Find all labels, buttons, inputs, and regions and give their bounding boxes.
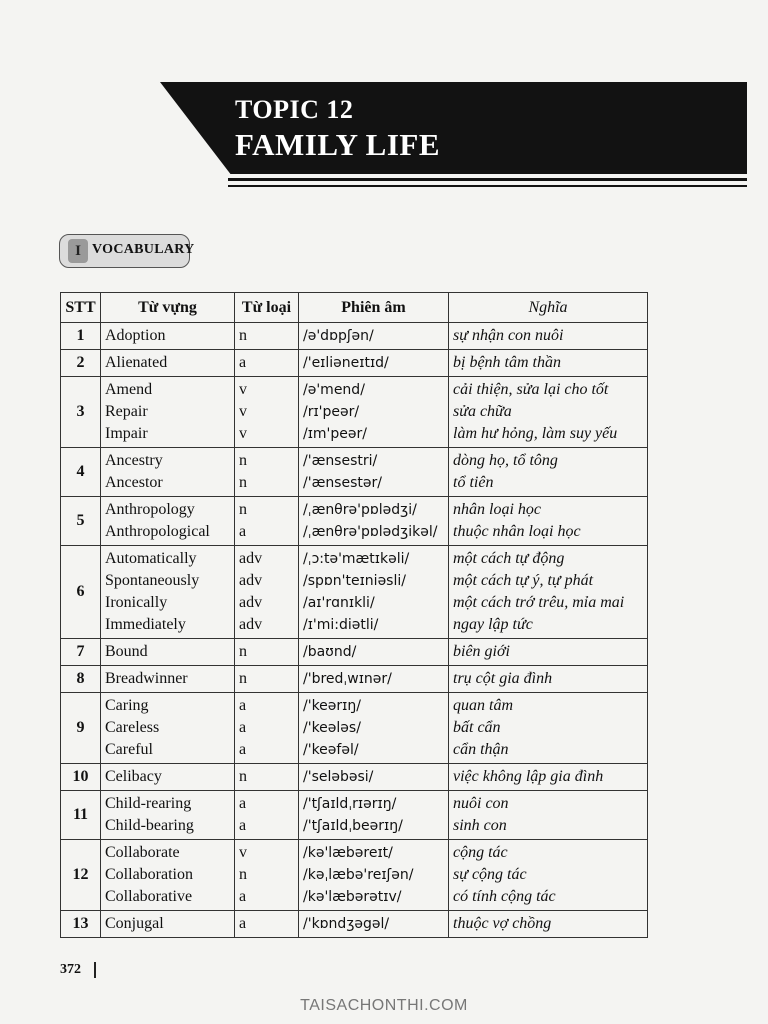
phonetic: /'seləbəsi/ bbox=[303, 769, 374, 785]
word-type-cell bbox=[235, 911, 299, 938]
section-number: I bbox=[68, 239, 88, 263]
phonetic: /baʊnd/ bbox=[303, 644, 357, 660]
word-type: n bbox=[239, 643, 247, 660]
phonetic: /'keərɪŋ/ bbox=[303, 698, 361, 714]
vocab-word-cell bbox=[101, 911, 235, 938]
row-number: 12 bbox=[61, 840, 101, 911]
table-row bbox=[61, 497, 648, 546]
vocab-word: Child-rearing bbox=[105, 795, 192, 812]
word-type-cell bbox=[235, 377, 299, 448]
word-type: adv bbox=[239, 616, 263, 633]
vocab-word-cell bbox=[101, 448, 235, 497]
phonetic: /aɪ'rɑnɪkli/ bbox=[303, 595, 375, 611]
phonetic: /kə'læbərətɪv/ bbox=[303, 889, 402, 905]
phonetic: /ˌænθrə'pɒlədʒi/ bbox=[303, 502, 417, 518]
table-row bbox=[61, 791, 648, 840]
vocab-word: Spontaneously bbox=[105, 572, 200, 589]
vocab-word-cell bbox=[101, 639, 235, 666]
vocab-word: Ancestor bbox=[105, 474, 163, 491]
meaning-cell bbox=[449, 497, 648, 546]
phonetic: /'tʃaɪldˌrɪərɪŋ/ bbox=[303, 796, 397, 812]
word-type: a bbox=[239, 888, 247, 905]
phonetic-cell bbox=[299, 546, 449, 639]
meaning-cell bbox=[449, 546, 648, 639]
table-row bbox=[61, 350, 648, 377]
vocab-word: Automatically bbox=[105, 550, 197, 567]
vocab-word: Caring bbox=[105, 697, 149, 714]
meaning-cell bbox=[449, 377, 648, 448]
vocab-word: Collaborate bbox=[105, 844, 180, 861]
vocab-word: Alienated bbox=[105, 354, 168, 371]
header-type: Từ loại bbox=[235, 293, 299, 323]
table-row bbox=[61, 911, 648, 938]
vocab-word: Careful bbox=[105, 741, 153, 758]
vocab-word: Adoption bbox=[105, 327, 166, 344]
word-type-cell bbox=[235, 666, 299, 693]
phonetic: /kəˌlæbə'reɪʃən/ bbox=[303, 867, 414, 883]
phonetic-cell bbox=[299, 693, 449, 764]
header-ipa: Phiên âm bbox=[299, 293, 449, 323]
row-number: 9 bbox=[61, 693, 101, 764]
vocab-word: Anthropological bbox=[105, 523, 210, 540]
meaning: có tính cộng tác bbox=[453, 888, 556, 905]
word-type: v bbox=[239, 425, 247, 442]
vocab-word-cell bbox=[101, 764, 235, 791]
header-stt: STT bbox=[61, 293, 101, 323]
word-type: v bbox=[239, 381, 247, 398]
vocab-word-cell bbox=[101, 546, 235, 639]
row-number: 6 bbox=[61, 546, 101, 639]
row-number: 10 bbox=[61, 764, 101, 791]
vocab-word: Amend bbox=[105, 381, 153, 398]
meaning: dòng họ, tổ tông bbox=[453, 452, 558, 469]
word-type-cell bbox=[235, 639, 299, 666]
phonetic: /ə'dɒpʃən/ bbox=[303, 328, 374, 344]
meaning-cell bbox=[449, 840, 648, 911]
table-row bbox=[61, 764, 648, 791]
phonetic-cell bbox=[299, 448, 449, 497]
phonetic: /'eɪliəneɪtɪd/ bbox=[303, 355, 389, 371]
phonetic-cell bbox=[299, 764, 449, 791]
phonetic: /'tʃaɪldˌbeərɪŋ/ bbox=[303, 818, 403, 834]
vocab-word: Immediately bbox=[105, 616, 186, 633]
phonetic: /'ænsestər/ bbox=[303, 475, 382, 491]
vocab-word: Impair bbox=[105, 425, 148, 442]
meaning-cell bbox=[449, 666, 648, 693]
header-meaning: Nghĩa bbox=[449, 293, 648, 323]
meaning: bị bệnh tâm thần bbox=[453, 354, 561, 371]
meaning-cell bbox=[449, 911, 648, 938]
phonetic-cell bbox=[299, 840, 449, 911]
vocab-word: Ancestry bbox=[105, 452, 163, 469]
meaning: sinh con bbox=[453, 817, 507, 834]
word-type: adv bbox=[239, 594, 263, 611]
word-type: a bbox=[239, 817, 247, 834]
meaning: thuộc nhân loại học bbox=[453, 523, 581, 540]
word-type: n bbox=[239, 768, 247, 785]
word-type: n bbox=[239, 866, 247, 883]
topic-title: FAMILY LIFE bbox=[235, 127, 441, 162]
phonetic: /ɪm'peər/ bbox=[303, 426, 367, 442]
phonetic: /kə'læbəreɪt/ bbox=[303, 845, 393, 861]
word-type: n bbox=[239, 452, 247, 469]
page-number-divider bbox=[94, 962, 96, 978]
phonetic-cell bbox=[299, 666, 449, 693]
phonetic: /'kɒndʒəgəl/ bbox=[303, 916, 390, 932]
vocabulary-table bbox=[60, 292, 648, 938]
meaning: cải thiện, sửa lại cho tốt bbox=[453, 381, 609, 398]
section-label: VOCABULARY bbox=[92, 242, 195, 257]
table-row bbox=[61, 639, 648, 666]
row-number: 8 bbox=[61, 666, 101, 693]
vocab-word-cell bbox=[101, 840, 235, 911]
meaning-cell bbox=[449, 350, 648, 377]
table-row bbox=[61, 666, 648, 693]
phonetic: /'ænsestri/ bbox=[303, 453, 378, 469]
meaning: nhân loại học bbox=[453, 501, 541, 518]
vocab-word-cell bbox=[101, 666, 235, 693]
meaning: làm hư hỏng, làm suy yếu bbox=[453, 425, 618, 442]
phonetic-cell bbox=[299, 791, 449, 840]
phonetic: /ˌɔ:tə'mætɪkəli/ bbox=[303, 551, 410, 567]
meaning-cell bbox=[449, 693, 648, 764]
vocab-word-cell bbox=[101, 350, 235, 377]
meaning: bất cẩn bbox=[453, 719, 501, 736]
word-type: a bbox=[239, 795, 247, 812]
vocab-word: Celibacy bbox=[105, 768, 162, 785]
vocab-word-cell bbox=[101, 323, 235, 350]
vocab-word: Careless bbox=[105, 719, 160, 736]
vocab-word-cell bbox=[101, 377, 235, 448]
word-type: n bbox=[239, 670, 247, 687]
word-type-cell bbox=[235, 497, 299, 546]
vocab-word: Repair bbox=[105, 403, 148, 420]
table-row bbox=[61, 693, 648, 764]
meaning: một cách tự ý, tự phát bbox=[453, 572, 594, 589]
vocab-word: Breadwinner bbox=[105, 670, 188, 687]
table-row bbox=[61, 840, 648, 911]
table-row bbox=[61, 448, 648, 497]
word-type-cell bbox=[235, 546, 299, 639]
word-type: n bbox=[239, 474, 247, 491]
vocab-word-cell bbox=[101, 791, 235, 840]
table-row bbox=[61, 323, 648, 350]
row-number: 7 bbox=[61, 639, 101, 666]
row-number: 4 bbox=[61, 448, 101, 497]
meaning: một cách trớ trêu, mỉa mai bbox=[453, 594, 625, 611]
meaning: trụ cột gia đình bbox=[453, 670, 553, 687]
meaning: sự cộng tác bbox=[453, 866, 527, 883]
meaning: cộng tác bbox=[453, 844, 508, 861]
meaning-cell bbox=[449, 764, 648, 791]
banner-underline-thin bbox=[228, 185, 747, 187]
vocab-word: Conjugal bbox=[105, 915, 164, 932]
vocab-word: Anthropology bbox=[105, 501, 195, 518]
word-type: adv bbox=[239, 572, 263, 589]
meaning: sự nhận con nuôi bbox=[453, 327, 564, 344]
phonetic-cell bbox=[299, 377, 449, 448]
watermark: TAISACHONTHI.COM bbox=[300, 997, 468, 1014]
meaning: việc không lập gia đình bbox=[453, 768, 604, 785]
meaning: tổ tiên bbox=[453, 474, 494, 491]
word-type: a bbox=[239, 741, 247, 758]
header-word: Từ vựng bbox=[101, 293, 235, 323]
meaning-cell bbox=[449, 639, 648, 666]
meaning: cẩn thận bbox=[453, 741, 509, 758]
meaning: quan tâm bbox=[453, 697, 513, 714]
word-type-cell bbox=[235, 791, 299, 840]
word-type-cell bbox=[235, 323, 299, 350]
word-type: adv bbox=[239, 550, 263, 567]
word-type-cell bbox=[235, 350, 299, 377]
word-type: n bbox=[239, 327, 247, 344]
meaning-cell bbox=[449, 448, 648, 497]
phonetic: /'keəfəl/ bbox=[303, 742, 359, 758]
word-type: a bbox=[239, 719, 247, 736]
phonetic: /spɒn'teɪniəsli/ bbox=[303, 573, 406, 589]
meaning-cell bbox=[449, 323, 648, 350]
page-number: 372 bbox=[60, 962, 81, 977]
table-row bbox=[61, 377, 648, 448]
vocab-word: Child-bearing bbox=[105, 817, 194, 834]
row-number: 5 bbox=[61, 497, 101, 546]
meaning: biên giới bbox=[453, 643, 510, 660]
word-type-cell bbox=[235, 693, 299, 764]
phonetic: /ə'mend/ bbox=[303, 382, 365, 398]
row-number: 3 bbox=[61, 377, 101, 448]
word-type-cell bbox=[235, 840, 299, 911]
banner-underline bbox=[228, 178, 747, 181]
meaning: nuôi con bbox=[453, 795, 509, 812]
word-type-cell bbox=[235, 448, 299, 497]
vocab-word: Collaboration bbox=[105, 866, 193, 883]
meaning: một cách tự động bbox=[453, 550, 565, 567]
word-type: v bbox=[239, 844, 247, 861]
word-type-cell bbox=[235, 764, 299, 791]
word-type: a bbox=[239, 523, 247, 540]
phonetic: /rɪ'peər/ bbox=[303, 404, 360, 420]
row-number: 13 bbox=[61, 911, 101, 938]
phonetic-cell bbox=[299, 911, 449, 938]
phonetic: /ˌænθrə'pɒlədʒikəl/ bbox=[303, 524, 438, 540]
vocab-word: Bound bbox=[105, 643, 148, 660]
meaning-cell bbox=[449, 791, 648, 840]
row-number: 11 bbox=[61, 791, 101, 840]
meaning: ngay lập tức bbox=[453, 616, 533, 633]
word-type: n bbox=[239, 501, 247, 518]
phonetic-cell bbox=[299, 639, 449, 666]
section-badge bbox=[59, 234, 195, 268]
word-type: a bbox=[239, 354, 247, 371]
row-number: 2 bbox=[61, 350, 101, 377]
table-header-row bbox=[61, 293, 648, 323]
meaning: thuộc vợ chồng bbox=[453, 915, 552, 932]
vocab-word-cell bbox=[101, 497, 235, 546]
phonetic-cell bbox=[299, 350, 449, 377]
topic-label: TOPIC 12 bbox=[235, 95, 354, 124]
phonetic-cell bbox=[299, 323, 449, 350]
phonetic: /'keələs/ bbox=[303, 720, 361, 736]
word-type: a bbox=[239, 697, 247, 714]
word-type: v bbox=[239, 403, 247, 420]
vocab-word: Ironically bbox=[105, 594, 168, 611]
phonetic: /'bredˌwɪnər/ bbox=[303, 671, 392, 687]
vocab-word-cell bbox=[101, 693, 235, 764]
word-type: a bbox=[239, 915, 247, 932]
vocab-word: Collaborative bbox=[105, 888, 193, 905]
row-number: 1 bbox=[61, 323, 101, 350]
table-row bbox=[61, 546, 648, 639]
phonetic: /ɪ'mi:diətli/ bbox=[303, 617, 379, 633]
meaning: sửa chữa bbox=[453, 403, 512, 420]
phonetic-cell bbox=[299, 497, 449, 546]
